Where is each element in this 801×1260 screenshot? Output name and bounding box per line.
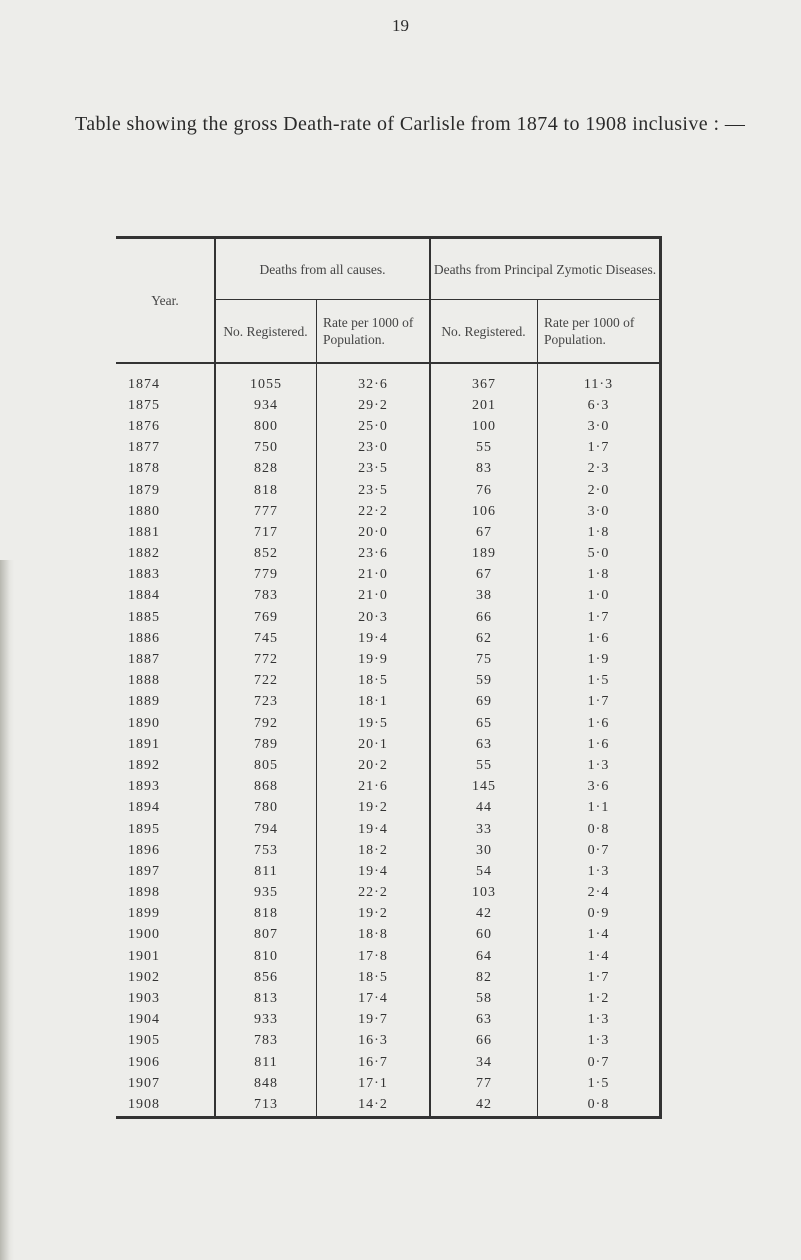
table-row bbox=[116, 522, 661, 543]
zymotic-registered-cell: 44 bbox=[476, 800, 492, 816]
year-cell: 1903 bbox=[116, 988, 215, 1009]
zymotic-rate-cell: 2·3 bbox=[538, 459, 661, 480]
all-registered-cell: 1055 bbox=[250, 376, 282, 392]
all-rate-cell: 19·7 bbox=[317, 1010, 431, 1031]
all-registered-cell: 934 bbox=[254, 397, 278, 413]
zymotic-registered-cell: 64 bbox=[476, 948, 492, 964]
year-cell: 1895 bbox=[116, 819, 215, 840]
zymotic-rate-cell: 1·3 bbox=[538, 861, 661, 882]
zymotic-registered-cell: 33 bbox=[476, 821, 492, 837]
zymotic-registered-cell: 189 bbox=[472, 546, 496, 562]
zymotic-registered-cell: 82 bbox=[476, 969, 492, 985]
zymotic-registered-cell: 38 bbox=[476, 588, 492, 604]
year-cell: 1874 bbox=[116, 363, 215, 395]
table-row bbox=[116, 607, 661, 628]
all-registered-cell: 723 bbox=[254, 694, 278, 710]
all-rate-cell: 16·3 bbox=[317, 1031, 431, 1052]
all-rate-cell: 21·0 bbox=[317, 565, 431, 586]
all-rate-cell: 20·1 bbox=[317, 734, 431, 755]
table-row bbox=[116, 586, 661, 607]
all-causes-header: Deaths from all causes. bbox=[215, 238, 430, 300]
table-row bbox=[116, 777, 661, 798]
table-row bbox=[116, 480, 661, 501]
all-registered-cell: 811 bbox=[254, 1054, 278, 1070]
all-rate-cell: 23·5 bbox=[317, 480, 431, 501]
all-registered-cell: 792 bbox=[254, 715, 278, 731]
zymotic-rate-cell: 1·4 bbox=[538, 925, 661, 946]
all-rate-cell: 32·6 bbox=[317, 363, 431, 395]
table-row bbox=[116, 628, 661, 649]
zymotic-registered-cell: 42 bbox=[430, 1094, 538, 1117]
zymotic-registered-cell: 58 bbox=[476, 991, 492, 1007]
year-cell: 1889 bbox=[116, 692, 215, 713]
zymotic-rate-cell: 1·3 bbox=[538, 1010, 661, 1031]
zymotic-registered-cell: 55 bbox=[476, 757, 492, 773]
all-registered-cell: 783 bbox=[254, 588, 278, 604]
year-cell: 1877 bbox=[116, 438, 215, 459]
all-registered-cell: 789 bbox=[254, 736, 278, 752]
all-rate-cell: 29·2 bbox=[317, 395, 431, 416]
all-rate-cell: 16·7 bbox=[317, 1052, 431, 1073]
all-registered-cell: 779 bbox=[254, 567, 278, 583]
all-registered-cell: 813 bbox=[254, 991, 278, 1007]
zymotic-rate-cell: 1·6 bbox=[538, 734, 661, 755]
all-registered-cell: 753 bbox=[254, 842, 278, 858]
zymotic-registered-cell: 30 bbox=[476, 842, 492, 858]
all-registered-cell: 777 bbox=[254, 503, 278, 519]
zymotic-registered-cell: 100 bbox=[472, 418, 496, 434]
zymotic-registered-cell: 69 bbox=[476, 694, 492, 710]
zymotic-rate-cell: 11·3 bbox=[538, 363, 661, 395]
year-cell: 1906 bbox=[116, 1052, 215, 1073]
table-row bbox=[116, 395, 661, 416]
zymotic-rate-cell: 2·4 bbox=[538, 883, 661, 904]
all-registered-cell: 722 bbox=[254, 673, 278, 689]
all-registered-cell: 848 bbox=[254, 1075, 278, 1091]
all-registered-cell: 818 bbox=[254, 906, 278, 922]
year-cell: 1881 bbox=[116, 522, 215, 543]
zymotic-rate-cell: 0·7 bbox=[538, 1052, 661, 1073]
table-body bbox=[116, 363, 661, 1117]
table-row bbox=[116, 1094, 661, 1117]
year-cell: 1888 bbox=[116, 671, 215, 692]
zymotic-registered-cell: 42 bbox=[476, 906, 492, 922]
zymotic-registered-cell: 66 bbox=[476, 609, 492, 625]
all-no-registered-header: No. Registered. bbox=[215, 300, 317, 364]
all-rate-cell: 19·2 bbox=[317, 904, 431, 925]
zymotic-rate-cell: 1·3 bbox=[538, 1031, 661, 1052]
table-row bbox=[116, 1052, 661, 1073]
all-registered-cell: 717 bbox=[254, 524, 278, 540]
zymotic-rate-header: Rate per 1000 of Population. bbox=[538, 300, 661, 364]
zymotic-rate-cell: 1·0 bbox=[538, 586, 661, 607]
zymotic-rate-cell: 5·0 bbox=[538, 544, 661, 565]
zymotic-rate-cell: 1·7 bbox=[538, 692, 661, 713]
table-row bbox=[116, 671, 661, 692]
zymotic-rate-cell: 1·7 bbox=[538, 967, 661, 988]
year-cell: 1884 bbox=[116, 586, 215, 607]
all-registered-cell: 856 bbox=[254, 969, 278, 985]
table-row bbox=[116, 734, 661, 755]
table-row bbox=[116, 565, 661, 586]
year-cell: 1883 bbox=[116, 565, 215, 586]
all-rate-cell: 19·2 bbox=[317, 798, 431, 819]
year-cell: 1897 bbox=[116, 861, 215, 882]
year-cell: 1907 bbox=[116, 1073, 215, 1094]
all-registered-cell: 713 bbox=[215, 1094, 317, 1117]
zymotic-registered-cell: 75 bbox=[476, 652, 492, 668]
zymotic-registered-cell: 201 bbox=[472, 397, 496, 413]
zymotic-rate-cell: 1·5 bbox=[538, 671, 661, 692]
year-cell: 1900 bbox=[116, 925, 215, 946]
zymotic-no-registered-header: No. Registered. bbox=[430, 300, 538, 364]
zymotic-rate-cell: 1·8 bbox=[538, 522, 661, 543]
table-row bbox=[116, 946, 661, 967]
year-cell: 1878 bbox=[116, 459, 215, 480]
all-registered-cell: 780 bbox=[254, 800, 278, 816]
table-row bbox=[116, 988, 661, 1009]
zymotic-registered-cell: 67 bbox=[476, 524, 492, 540]
zymotic-registered-cell: 106 bbox=[472, 503, 496, 519]
all-registered-cell: 811 bbox=[254, 863, 278, 879]
death-rate-table-container bbox=[116, 236, 662, 1119]
page-number: 19 bbox=[392, 16, 409, 35]
zymotic-header: Deaths from Principal Zymotic Diseases. bbox=[430, 238, 661, 300]
year-cell: 1880 bbox=[116, 501, 215, 522]
table-row bbox=[116, 819, 661, 840]
all-rate-cell: 23·6 bbox=[317, 544, 431, 565]
all-rate-cell: 22·2 bbox=[317, 501, 431, 522]
year-cell: 1879 bbox=[116, 480, 215, 501]
page-title: Table showing the gross Death-rate of Carlisle from 1874 to 1908 inclusive : — bbox=[75, 113, 746, 135]
all-rate-cell: 20·2 bbox=[317, 755, 431, 776]
year-cell: 1893 bbox=[116, 777, 215, 798]
all-rate-cell: 18·8 bbox=[317, 925, 431, 946]
table-row bbox=[116, 1073, 661, 1094]
all-rate-cell: 19·4 bbox=[317, 861, 431, 882]
all-rate-cell: 18·1 bbox=[317, 692, 431, 713]
all-registered-cell: 794 bbox=[254, 821, 278, 837]
death-rate-table bbox=[116, 236, 662, 1119]
zymotic-registered-cell: 145 bbox=[472, 779, 496, 795]
table-row bbox=[116, 861, 661, 882]
all-rate-cell: 19·4 bbox=[317, 819, 431, 840]
all-rate-cell: 17·1 bbox=[317, 1073, 431, 1094]
all-rate-cell: 20·0 bbox=[317, 522, 431, 543]
year-cell: 1876 bbox=[116, 416, 215, 437]
all-registered-cell: 828 bbox=[254, 461, 278, 477]
zymotic-rate-cell: 3·6 bbox=[538, 777, 661, 798]
table-row bbox=[116, 1031, 661, 1052]
all-rate-cell: 17·4 bbox=[317, 988, 431, 1009]
zymotic-registered-cell: 54 bbox=[476, 863, 492, 879]
all-registered-cell: 745 bbox=[254, 630, 278, 646]
table-row bbox=[116, 544, 661, 565]
all-registered-cell: 750 bbox=[254, 440, 278, 456]
zymotic-rate-cell: 2·0 bbox=[538, 480, 661, 501]
year-cell: 1894 bbox=[116, 798, 215, 819]
all-rate-cell: 20·3 bbox=[317, 607, 431, 628]
zymotic-registered-cell: 60 bbox=[476, 927, 492, 943]
all-rate-cell: 21·6 bbox=[317, 777, 431, 798]
year-cell: 1904 bbox=[116, 1010, 215, 1031]
zymotic-registered-cell: 67 bbox=[476, 567, 492, 583]
zymotic-rate-cell: 1·6 bbox=[538, 628, 661, 649]
zymotic-rate-cell: 0·9 bbox=[538, 904, 661, 925]
all-registered-cell: 807 bbox=[254, 927, 278, 943]
year-cell: 1891 bbox=[116, 734, 215, 755]
year-cell: 1901 bbox=[116, 946, 215, 967]
all-rate-cell: 19·9 bbox=[317, 649, 431, 670]
table-row bbox=[116, 755, 661, 776]
zymotic-rate-cell: 3·0 bbox=[538, 416, 661, 437]
all-rate-cell: 14·2 bbox=[317, 1094, 431, 1117]
zymotic-registered-cell: 367 bbox=[472, 376, 496, 392]
all-rate-cell: 22·2 bbox=[317, 883, 431, 904]
year-cell: 1892 bbox=[116, 755, 215, 776]
all-rate-cell: 23·5 bbox=[317, 459, 431, 480]
year-cell: 1902 bbox=[116, 967, 215, 988]
all-rate-cell: 21·0 bbox=[317, 586, 431, 607]
all-registered-cell: 852 bbox=[254, 546, 278, 562]
zymotic-rate-cell: 1·3 bbox=[538, 755, 661, 776]
table-row bbox=[116, 459, 661, 480]
year-cell: 1887 bbox=[116, 649, 215, 670]
table-row bbox=[116, 501, 661, 522]
zymotic-rate-cell: 1·5 bbox=[538, 1073, 661, 1094]
table-row bbox=[116, 692, 661, 713]
zymotic-rate-cell: 1·1 bbox=[538, 798, 661, 819]
all-registered-cell: 810 bbox=[254, 948, 278, 964]
page-edge-shadow bbox=[0, 560, 14, 1260]
all-rate-cell: 17·8 bbox=[317, 946, 431, 967]
zymotic-rate-cell: 1·4 bbox=[538, 946, 661, 967]
zymotic-registered-cell: 103 bbox=[472, 885, 496, 901]
zymotic-rate-cell: 1·2 bbox=[538, 988, 661, 1009]
table-row bbox=[116, 967, 661, 988]
table-row bbox=[116, 438, 661, 459]
zymotic-rate-cell: 1·9 bbox=[538, 649, 661, 670]
zymotic-rate-cell: 6·3 bbox=[538, 395, 661, 416]
all-rate-cell: 25·0 bbox=[317, 416, 431, 437]
zymotic-registered-cell: 63 bbox=[476, 736, 492, 752]
table-row bbox=[116, 649, 661, 670]
zymotic-registered-cell: 76 bbox=[476, 482, 492, 498]
zymotic-rate-cell: 0·7 bbox=[538, 840, 661, 861]
zymotic-registered-cell: 63 bbox=[476, 1012, 492, 1028]
all-registered-cell: 783 bbox=[254, 1033, 278, 1049]
all-registered-cell: 769 bbox=[254, 609, 278, 625]
all-rate-cell: 18·5 bbox=[317, 967, 431, 988]
zymotic-registered-cell: 55 bbox=[476, 440, 492, 456]
year-cell: 1882 bbox=[116, 544, 215, 565]
all-rate-cell: 23·0 bbox=[317, 438, 431, 459]
year-cell: 1875 bbox=[116, 395, 215, 416]
all-registered-cell: 868 bbox=[254, 779, 278, 795]
table-row bbox=[116, 798, 661, 819]
zymotic-registered-cell: 62 bbox=[476, 630, 492, 646]
table-row bbox=[116, 883, 661, 904]
all-registered-cell: 800 bbox=[254, 418, 278, 434]
zymotic-rate-cell: 1·8 bbox=[538, 565, 661, 586]
zymotic-registered-cell: 77 bbox=[476, 1075, 492, 1091]
zymotic-rate-cell: 3·0 bbox=[538, 501, 661, 522]
zymotic-registered-cell: 66 bbox=[476, 1033, 492, 1049]
all-registered-cell: 818 bbox=[254, 482, 278, 498]
all-rate-cell: 18·5 bbox=[317, 671, 431, 692]
zymotic-rate-cell: 1·7 bbox=[538, 607, 661, 628]
table-row bbox=[116, 925, 661, 946]
zymotic-rate-cell: 1·7 bbox=[538, 438, 661, 459]
year-cell: 1905 bbox=[116, 1031, 215, 1052]
zymotic-registered-cell: 65 bbox=[476, 715, 492, 731]
zymotic-registered-cell: 59 bbox=[476, 673, 492, 689]
table-row bbox=[116, 416, 661, 437]
all-registered-cell: 772 bbox=[254, 652, 278, 668]
year-cell: 1896 bbox=[116, 840, 215, 861]
all-rate-header: Rate per 1000 of Population. bbox=[317, 300, 431, 364]
year-cell: 1890 bbox=[116, 713, 215, 734]
all-registered-cell: 933 bbox=[254, 1012, 278, 1028]
all-rate-cell: 19·4 bbox=[317, 628, 431, 649]
zymotic-rate-cell: 0·8 bbox=[538, 1094, 661, 1117]
all-registered-cell: 805 bbox=[254, 757, 278, 773]
table-row bbox=[116, 363, 661, 395]
year-cell: 1908 bbox=[116, 1094, 215, 1117]
zymotic-rate-cell: 0·8 bbox=[538, 819, 661, 840]
zymotic-registered-cell: 83 bbox=[476, 461, 492, 477]
table-row bbox=[116, 713, 661, 734]
zymotic-rate-cell: 1·6 bbox=[538, 713, 661, 734]
year-cell: 1886 bbox=[116, 628, 215, 649]
year-header: Year. bbox=[116, 238, 215, 364]
zymotic-registered-cell: 34 bbox=[476, 1054, 492, 1070]
all-rate-cell: 19·5 bbox=[317, 713, 431, 734]
table-row bbox=[116, 1010, 661, 1031]
table-row bbox=[116, 840, 661, 861]
year-cell: 1885 bbox=[116, 607, 215, 628]
all-registered-cell: 935 bbox=[254, 885, 278, 901]
year-cell: 1899 bbox=[116, 904, 215, 925]
table-row bbox=[116, 904, 661, 925]
year-cell: 1898 bbox=[116, 883, 215, 904]
all-rate-cell: 18·2 bbox=[317, 840, 431, 861]
